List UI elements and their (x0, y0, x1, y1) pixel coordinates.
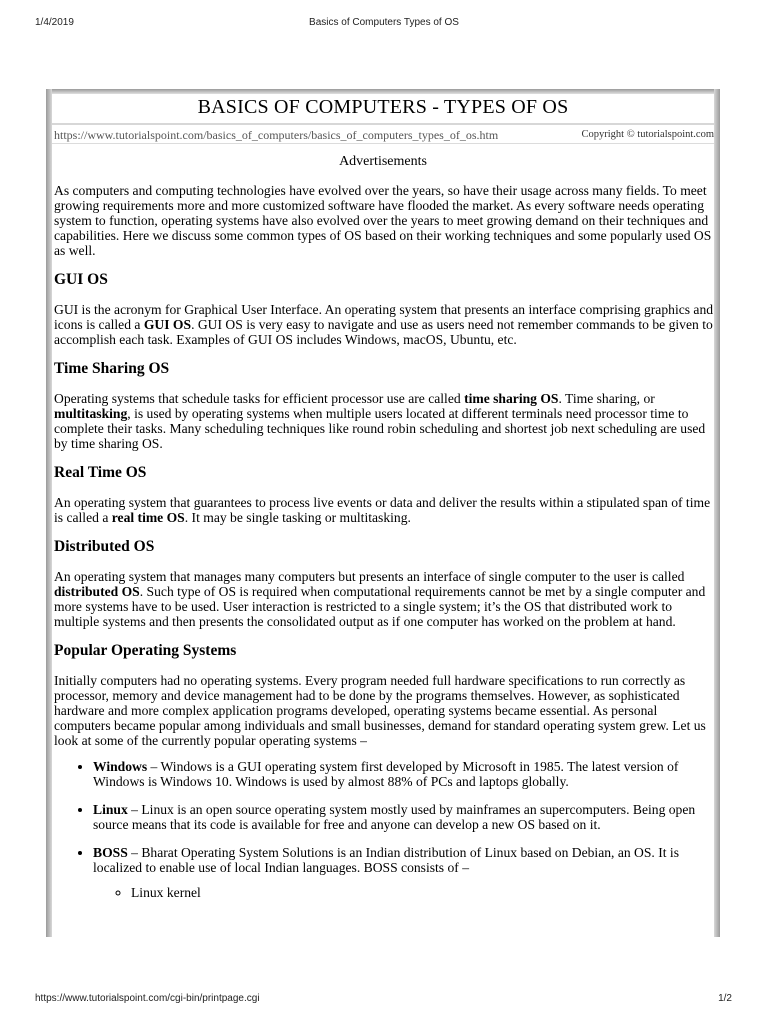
popular-os-intro-paragraph: Initially computers had no operating systems. Every program needed full hardware specifications to run correctly as processor, memory and device management had to be done by the programs themselves. However, as sophisticated hardware and more complex application programs developed, operating systems became essential. As personal computers became popular among individuals and small businesses, demand for standard operating system grew. Let us look at some of the currently popular operating systems – (54, 673, 706, 748)
text-run: . Time sharing, or (558, 391, 655, 406)
section-heading-distributed-os: Distributed OS (54, 538, 155, 555)
intro-paragraph: As computers and computing technologies have evolved over the years, so have their usage across many fields. To meet growing requirements more and more customized software have flooded the market. As every software needs operating system to function, operating systems have also evolved over the years to meet growing demand on their techniques and capabilities. Here we discuss some common types of OS based on their working techniques and some popularly used OS as well. (54, 183, 712, 258)
page-number: 1/2 (718, 993, 732, 1004)
gui-os-paragraph (54, 302, 714, 347)
section-heading-time-sharing-os: Time Sharing OS (54, 360, 170, 377)
advertisements-label: Advertisements (339, 154, 427, 169)
distributed-paragraph (54, 569, 714, 629)
bold-term: real time OS (111, 510, 185, 525)
real-time-paragraph (54, 495, 714, 525)
section-heading-popular-os: Popular Operating Systems (54, 642, 237, 659)
bold-term: multitasking (54, 406, 128, 421)
article-sheet (52, 94, 714, 937)
print-footer (0, 993, 768, 1007)
page-frame-shadow-right (714, 89, 720, 937)
section-heading-gui-os: GUI OS (54, 271, 108, 288)
print-footer-url: https://www.tutorialspoint.com/cgi-bin/printpage.cgi (35, 993, 260, 1004)
print-header (0, 17, 768, 31)
text-run: An operating system that manages many computers but presents an interface of single computer to the user is called (54, 569, 685, 584)
page-title: BASICS OF COMPUTERS - TYPES OF OS (197, 96, 569, 118)
list-item-linux-kernel: ◦ Linux kernel (131, 885, 714, 900)
text-run: . It may be single tasking or multitasking. (184, 510, 411, 525)
section-heading-real-time-os: Real Time OS (54, 464, 147, 481)
copyright-notice: Copyright © tutorialspoint.com (581, 129, 714, 140)
boss-components-list (93, 885, 714, 900)
meta-divider (52, 143, 714, 144)
os-description: – Linux is an open source operating system mostly used by mainframes an supercomputers. Being open source means that its code is available for free and anyone can develop a new OS based on it. (93, 802, 696, 832)
text-run: , is used by operating systems when multiple users located at different terminals need processor time to complete their tasks. Many scheduling techniques like round robin scheduling and shortest job next scheduling are used by time sharing OS. (54, 406, 706, 451)
os-name: Linux (93, 802, 128, 817)
text-run: An operating system that guarantees to process live events or data and deliver the results within a stipulated span of time is called a (54, 495, 711, 525)
text-run: . GUI OS is very easy to navigate and use as users need not remember commands to be given to accomplish each task. Examples of GUI OS includes Windows, macOS, Ubuntu, etc. (54, 317, 713, 347)
print-document-title: Basics of Computers Types of OS (309, 17, 459, 28)
text-run: GUI is the acronym for Graphical User Interface. An operating system that presents an interface comprising graphics and icons is called a (54, 302, 714, 332)
os-name: Windows (93, 759, 148, 774)
list-item-boss (93, 845, 714, 900)
bold-term: GUI OS (143, 317, 192, 332)
print-date: 1/4/2019 (35, 17, 74, 28)
list-item-windows (93, 759, 714, 789)
text-run: . Such type of OS is required when computational requirements cannot be met by a single computer and more systems have to be used. User interaction is restricted to a single system; it’s the OS that distributed work to multiple systems and then presents the consolidated output as if one computer has worked on the problem at hand. (54, 584, 706, 629)
text-run: Operating systems that schedule tasks for efficient processor use are called (54, 391, 465, 406)
os-description: – Bharat Operating System Solutions is an Indian distribution of Linux based on Debian, an OS. It is localized to enable use of local Indian languages. BOSS consists of – (93, 845, 680, 875)
os-description: – Windows is a GUI operating system first developed by Microsoft in 1985. The latest version of Windows is Windows 10. Windows is used by almost 88% of PCs and laptops globally. (93, 759, 679, 789)
bold-term: distributed OS (54, 584, 140, 599)
os-name: BOSS (93, 845, 128, 860)
list-item-linux (93, 802, 714, 832)
bold-term: time sharing OS (464, 391, 559, 406)
source-meta-row (52, 125, 714, 143)
source-url-link[interactable]: https://www.tutorialspoint.com/basics_of_computers/basics_of_computers_types_of_os.htm (54, 128, 499, 142)
popular-os-list (52, 759, 714, 900)
time-sharing-paragraph (54, 391, 714, 451)
